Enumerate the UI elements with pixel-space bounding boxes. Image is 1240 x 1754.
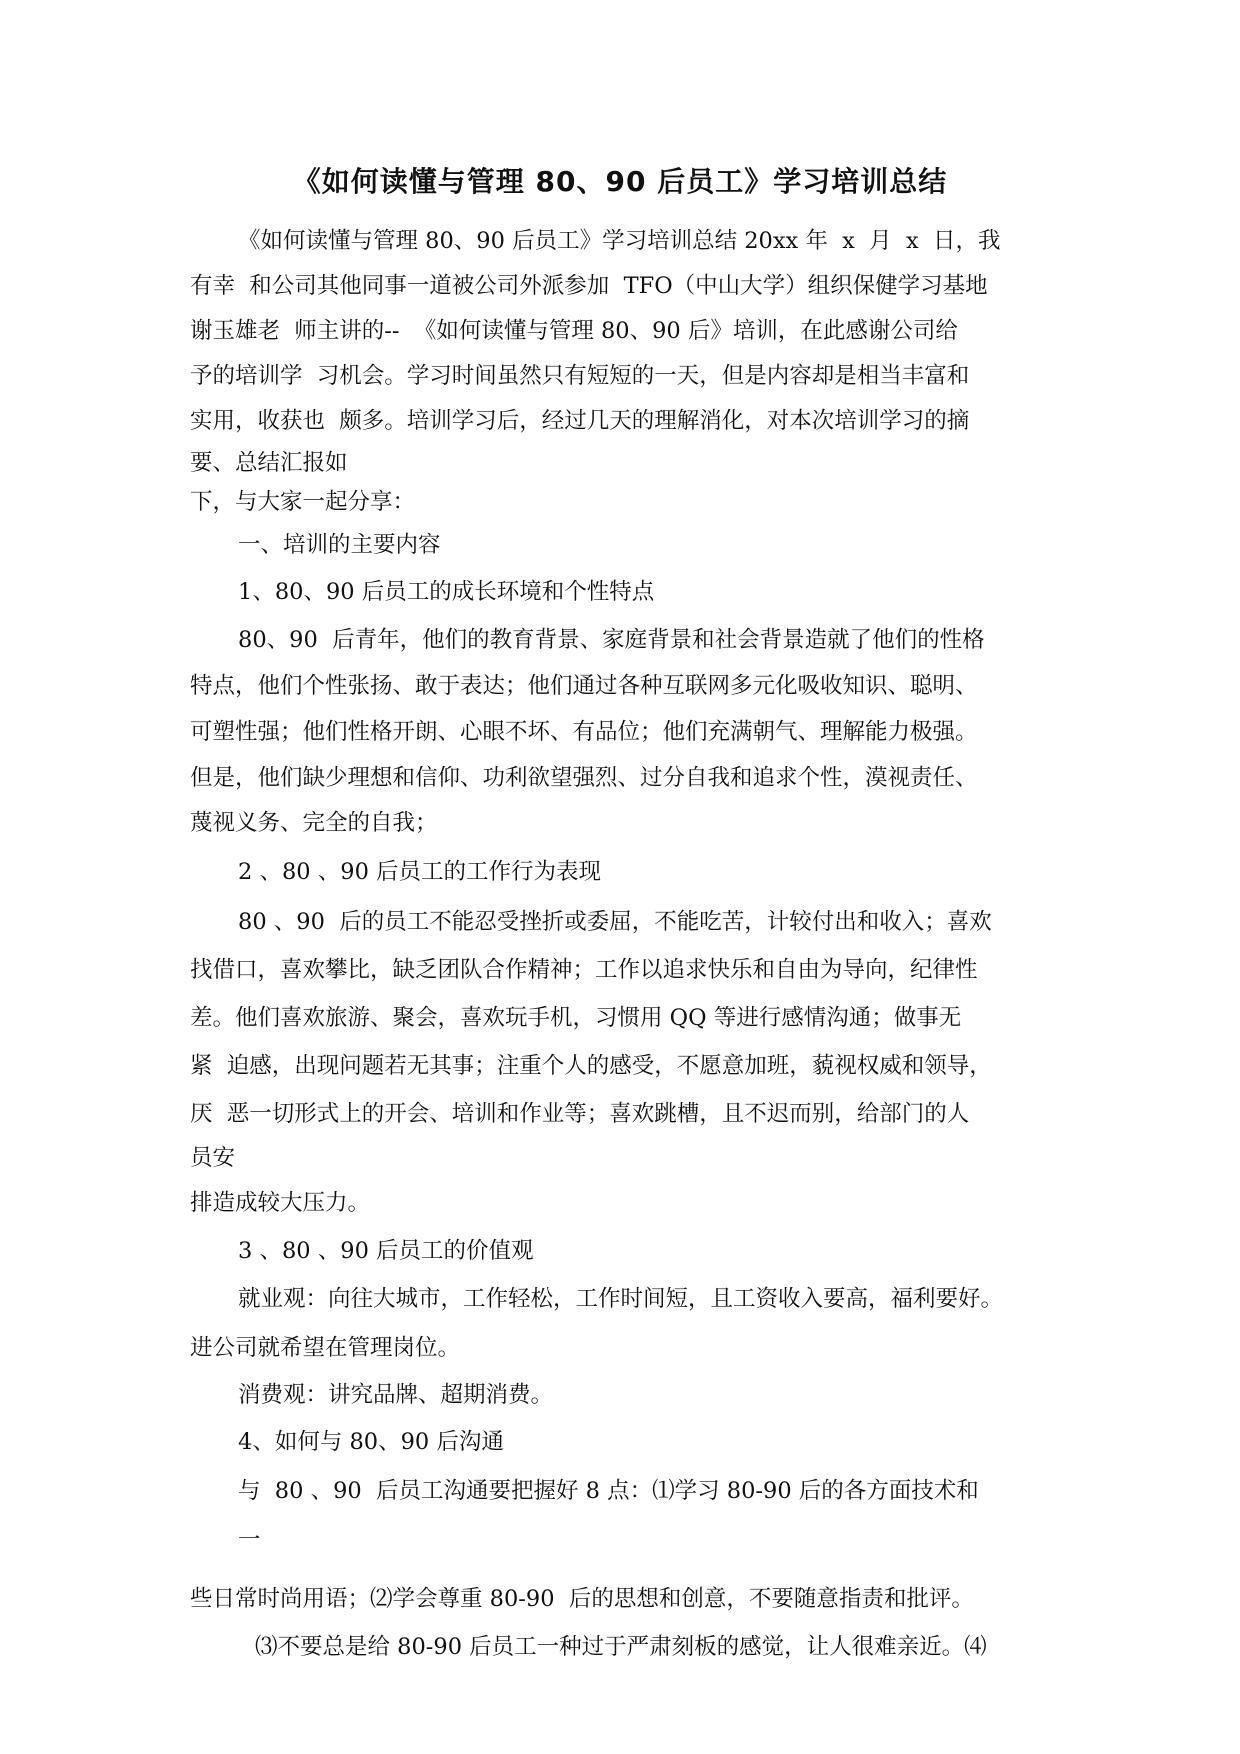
body-line: 进公司就希望在管理岗位。	[190, 1335, 461, 1361]
body-line: 可塑性强；他们性格开朗、心眼不坏、有品位；他们充满朝气、理解能力极强。	[190, 719, 978, 745]
body-line: 80、90 后青年，他们的教育背景、家庭背景和社会背景造就了他们的性格	[238, 627, 985, 653]
body-line: 谢玉雄老 师主讲的-- 《如何读懂与管理 80、90 后》培训，在此感谢公司给	[190, 318, 958, 344]
body-line: 些日常时尚用语；⑵学会尊重 80-90 后的思想和创意，不要随意指责和批评。	[190, 1586, 974, 1612]
body-line: 排造成较大压力。	[190, 1190, 371, 1216]
body-line: 下，与大家一起分享：	[190, 489, 416, 515]
body-line: 紧 迫感，出现问题若无其事；注重个人的感受，不愿意加班，藐视权威和领导，	[190, 1053, 992, 1079]
body-line: 员安	[190, 1145, 236, 1171]
body-line: 消费观：讲究品牌、超期消费。	[238, 1382, 554, 1408]
body-line: ⑶不要总是给 80-90 后员工一种过于严肃刻板的感觉，让人很难亲近。⑷	[255, 1634, 987, 1660]
body-line: 与 80 、90 后员工沟通要把握好 8 点：⑴学习 80-90 后的各方面技术和	[238, 1478, 979, 1504]
body-line: 差。他们喜欢旅游、聚会，喜欢玩手机，习惯用 QQ 等进行感情沟通；做事无	[190, 1005, 962, 1031]
body-line: 要、总结汇报如	[190, 450, 348, 476]
body-line: 找借口，喜欢攀比，缺乏团队合作精神；工作以追求快乐和自由为导向，纪律性	[190, 957, 978, 983]
body-line: 特点，他们个性张扬、敢于表达；他们通过各种互联网多元化吸收知识、聪明、	[190, 673, 978, 699]
body-line: 蔑视义务、完全的自我；	[190, 810, 438, 836]
body-line: 但是，他们缺少理想和信仰、功利欲望强烈、过分自我和追求个性，漠视责任、	[190, 765, 978, 791]
subsection-heading: 4、如何与 80、90 后沟通	[238, 1429, 504, 1455]
section-heading: 一、培训的主要内容	[238, 532, 441, 558]
subsection-heading: 3 、80 、90 后员工的价值观	[238, 1238, 534, 1264]
body-line: 一	[238, 1527, 261, 1553]
subsection-heading: 2 、80 、90 后员工的工作行为表现	[238, 859, 602, 885]
body-line: 实用，收获也 颇多。培训学习后，经过几天的理解消化，对本次培训学习的摘	[190, 408, 970, 434]
body-line: 就业观：向往大城市，工作轻松，工作时间短，且工资收入要高，福利要好。	[238, 1286, 1004, 1312]
body-line: 《如何读懂与管理 80、90 后员工》学习培训总结 20xx 年 x 月 x 日，我	[238, 228, 1001, 254]
body-line: 80 、90 后的员工不能忍受挫折或委屈，不能吃苦，计较付出和收入；喜欢	[238, 909, 992, 935]
document-title: 《如何读懂与管理 80、90 后员工》学习培训总结	[292, 165, 948, 198]
body-line: 厌 恶一切形式上的开会、培训和作业等；喜欢跳槽，且不迟而别，给部门的人	[190, 1101, 970, 1127]
body-line: 有幸 和公司其他同事一道被公司外派参加 TFO（中山大学）组织保健学习基地	[190, 273, 988, 299]
body-line: 予的培训学 习机会。学习时间虽然只有短短的一天，但是内容却是相当丰富和	[190, 363, 970, 389]
subsection-heading: 1、80、90 后员工的成长环境和个性特点	[238, 579, 655, 605]
